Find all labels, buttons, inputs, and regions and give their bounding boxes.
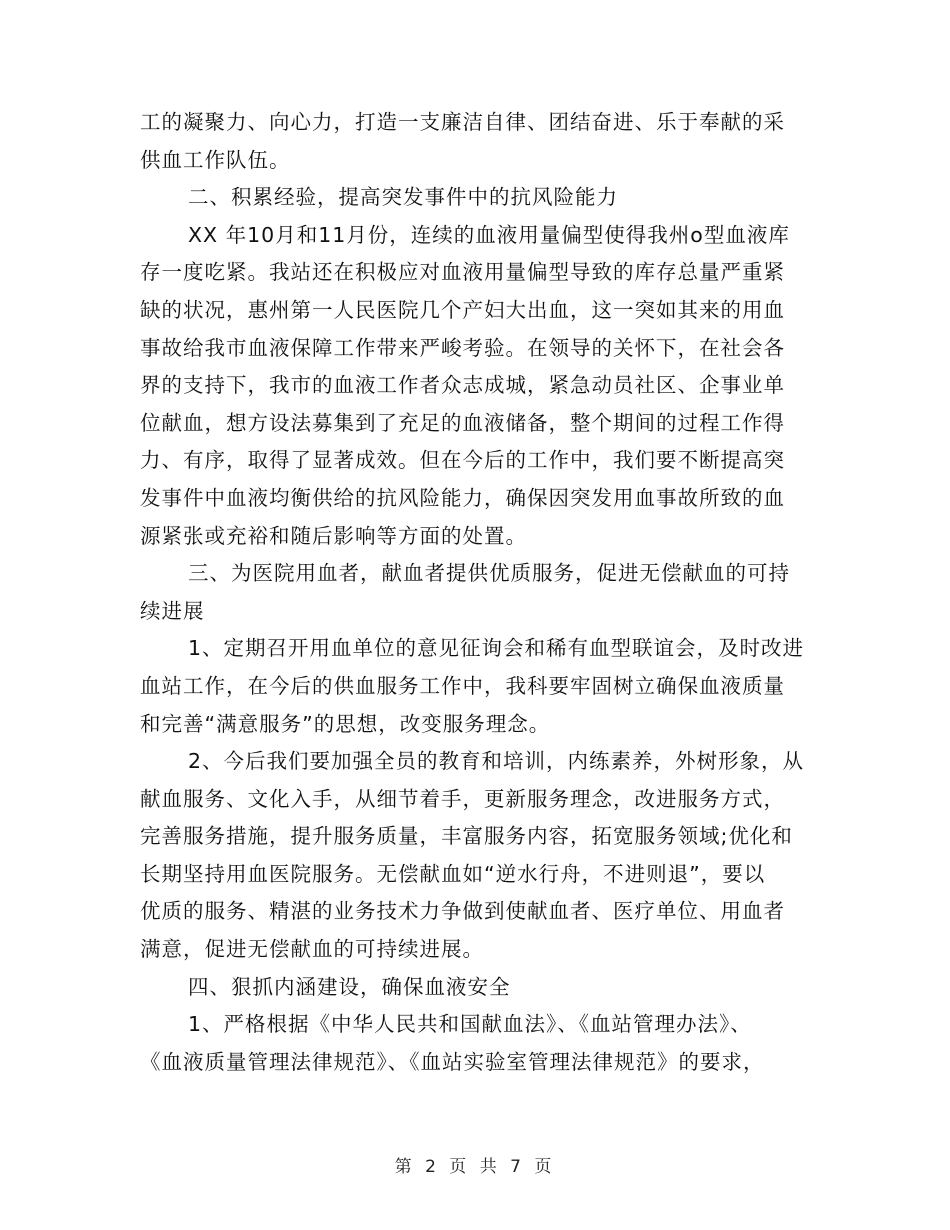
body-text [140, 104, 812, 1081]
section-heading: 四、狠抓内涵建设，确保血液安全 [188, 974, 511, 999]
text-line: 源紧张或充裕和随后影响等方面的处置。 [140, 523, 527, 548]
page-number-label: 第 2 页 共 7 页 [394, 1157, 556, 1177]
text-line: 2、今后我们要加强全员的教育和培训，内练素养，外树形象，从 [188, 749, 805, 774]
text-line: 优质的服务、精湛的业务技术力争做到使献血者、医疗单位、用血者 [140, 899, 785, 924]
section-heading: 二、积累经验，提高突发事件中的抗风险能力 [188, 185, 618, 210]
text-line: 续进展 [140, 598, 205, 623]
text-line: 1、定期召开用血单位的意见征询会和稀有血型联谊会，及时改进 [188, 636, 805, 661]
text-line: 长期坚持用血医院服务。无偿献血如“逆水行舟，不进则退”，要以 [140, 861, 766, 886]
text-line: 缺的状况，惠州第一人民医院几个产妇大出血，这一突如其来的用血 [140, 297, 785, 322]
text-line: 力、有序，取得了显著成效。但在今后的工作中，我们要不断提高突 [140, 448, 785, 473]
text-line: 完善服务措施，提升服务质量，丰富服务内容，拓宽服务领域;优化和 [140, 824, 793, 849]
text-line: 献血服务、文化入手，从细节着手，更新服务理念，改进服务方式， [140, 786, 785, 811]
text-line: 存一度吃紧。我站还在积极应对血液用量偏型导致的库存总量严重紧 [140, 260, 785, 285]
text-line: 发事件中血液均衡供给的抗风险能力，确保因突发用血事故所致的血 [140, 485, 785, 510]
text-line: 1、严格根据《中华人民共和国献血法》、《血站管理办法》、 [188, 1012, 752, 1037]
section-heading: 三、为医院用血者，献血者提供优质服务，促进无偿献血的可持 [188, 561, 790, 586]
text-line: XX 年10月和11月份，连续的血液用量偏型使得我州o型血液库 [188, 222, 790, 247]
text-line: 血站工作，在今后的供血服务工作中，我科要牢固树立确保血液质量 [140, 673, 785, 698]
text-line: 供血工作队伍。 [140, 147, 291, 172]
page-footer [0, 1152, 950, 1177]
text-line: 工的凝聚力、向心力，打造一支廉洁自律、团结奋进、乐于奉献的采 [140, 110, 785, 134]
text-line: 《血液质量管理法律规范》、《血站实验室管理法律规范》的要求， [140, 1049, 765, 1074]
text-line: 界的支持下，我市的血液工作者众志成城，紧急动员社区、企事业单 [140, 373, 785, 398]
text-line: 位献血，想方设法募集到了充足的血液储备，整个期间的过程工作得 [140, 410, 785, 435]
text-line: 满意，促进无偿献血的可持续进展。 [140, 937, 484, 962]
text-line: 和完善“满意服务”的思想，改变服务理念。 [140, 711, 551, 736]
text-line: 事故给我市血液保障工作带来严峻考验。在领导的关怀下，在社会各 [140, 335, 785, 360]
